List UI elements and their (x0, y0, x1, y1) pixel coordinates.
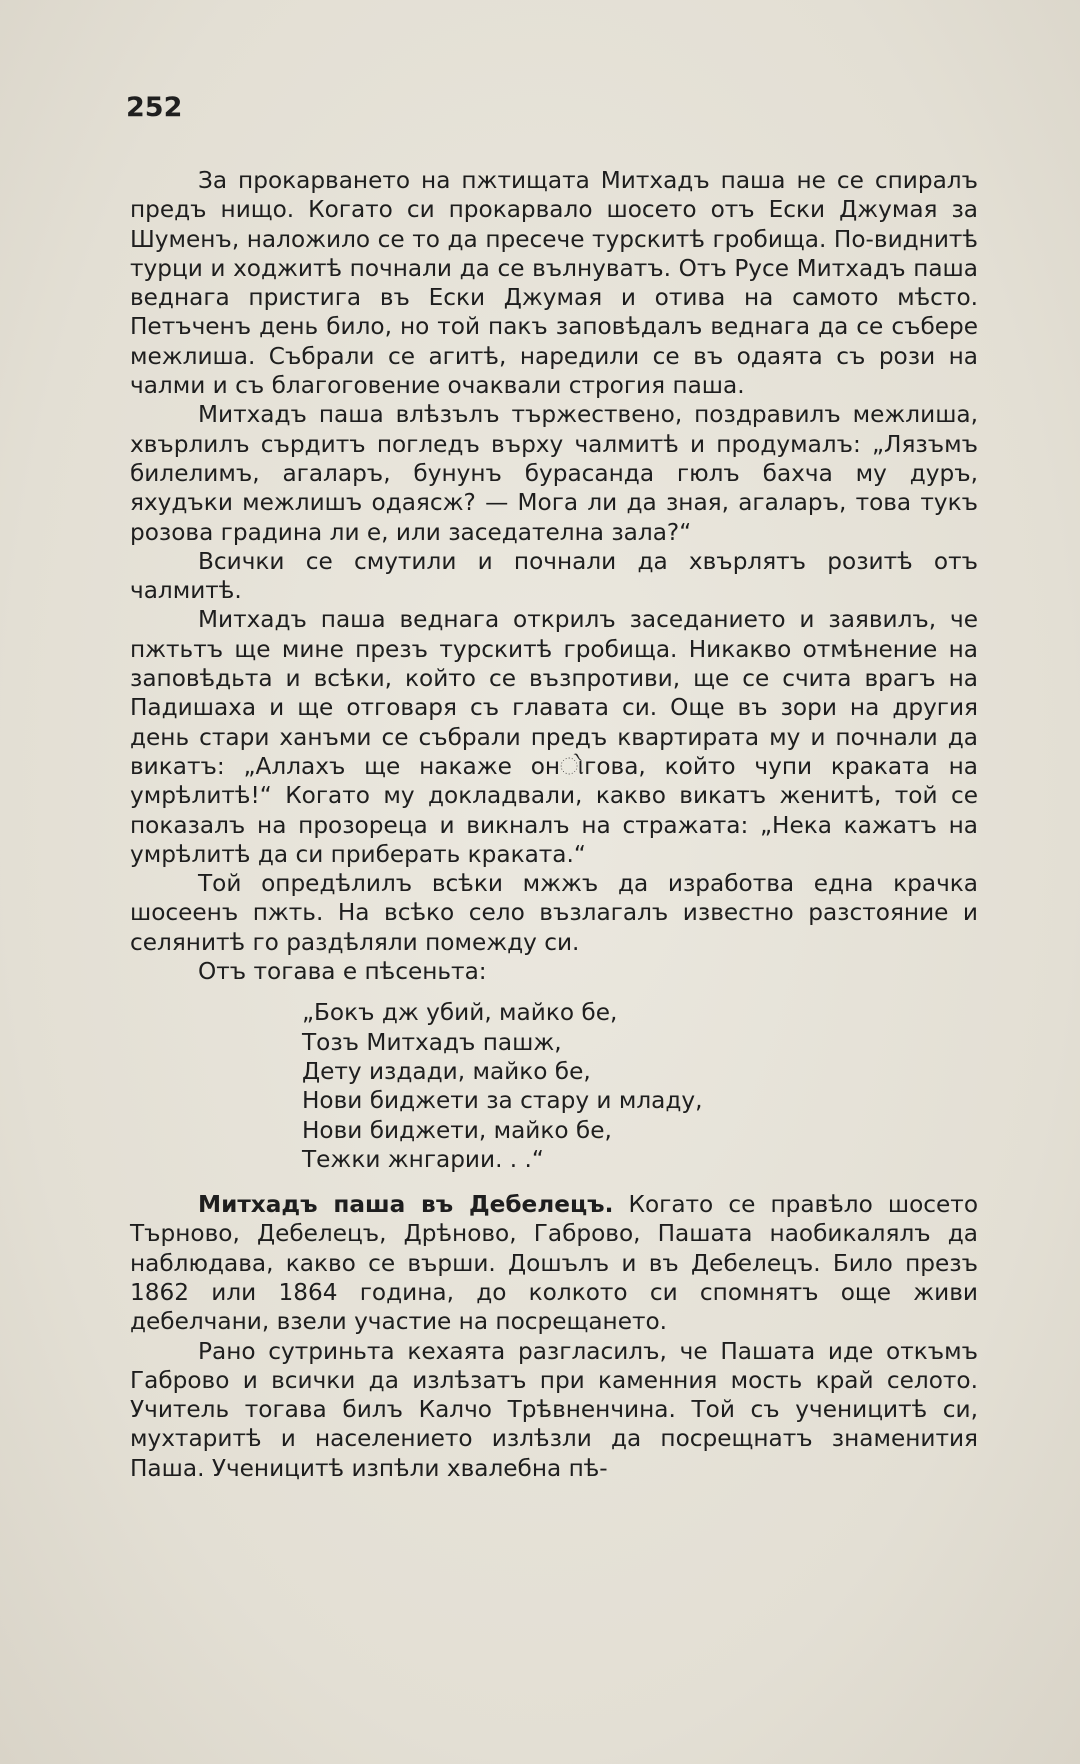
body-text (130, 166, 978, 1483)
section-text: Когато се правѣло шосето Търново, Дебелецъ, Дрѣново, Габрово, Пашата наобикалялъ да наблюдава, какво се върши. Дошълъ и въ Дебелецъ. Било презъ 1862 или 1864 година, до колкото си спомнятъ още живи дебелчани, взели участие на посрещането. (130, 1191, 979, 1336)
paragraph: Рано сутриньта кехаята разгласилъ, че Пашата иде откъмъ Габрово и всички да излѣзатъ при каменния мость край селото. Учитель тогава билъ Калчо Трѣвненчина. Той съ ученицитѣ си, мухтаритѣ и населението излѣзли да посрещнатъ знаменития Паша. Ученицитѣ изпѣли хвалебна пѣ- (130, 1337, 978, 1482)
paragraph: Митхадъ паша веднага открилъ заседанието и заявилъ, че пжтьтъ ще мине презъ турскитѣ гробища. Никакво отмѣнение на заповѣдьта и всѣки, който се възпротиви, ще се счита врагъ на Падишаха и ще отговаря съ главата си. Още въ зори на другия день стари ханъми се събрали предъ квартирата му и почнали да викатъ: „Аллахъ ще накаже онોгова, който чупи краката на умрѣлитѣ!“ Когато му докладвали, какво викатъ женитѣ, той се показалъ на прозореца и викналъ на стражата: „Нека кажатъ на умрѣлитѣ да си приберать краката.“ (130, 606, 978, 868)
verse-line: Нови биджети, майко бе, (302, 1116, 612, 1144)
verse-line: Нови биджети за стару и младу, (302, 1087, 703, 1115)
verse-line: Тежки жнгарии. . .“ (302, 1145, 544, 1173)
section-title: Митхадъ паша въ Дебелецъ. (198, 1191, 614, 1219)
paragraph: Митхадъ паша влѣзълъ тържествено, поздравилъ межлиша, хвърлилъ сърдитъ погледъ върху чалмитѣ и продумалъ: „Лязъмъ билелимъ, агаларъ, бунунъ бурасанда гюлъ бахча му дуръ, яхудъки межлишъ одаясж? — Мога ли да зная, агаларъ, това тукъ розова градина ли е, или заседателна зала?“ (130, 401, 978, 546)
paragraph: За прокарването на пжтищата Митхадъ паша не се спиралъ предъ нищо. Когато си прокарвало шосето отъ Ески Джумая за Шуменъ, наложило се то да пресече турскитѣ гробища. По-виднитѣ турци и ходжитѣ почнали да се вълнуватъ. Отъ Русе Митхадъ паша веднага пристига въ Ески Джумая и отива на самото мѣсто. Петъченъ день било, но той пакъ заповѣдалъ веднага да се събере межлиша. Събрали се агитѣ, наредили се въ одаята съ рози на чалми и съ благоговение очаквали строгия паша. (130, 167, 978, 400)
verse-line: Тозъ Митхадъ пашж, (302, 1028, 562, 1056)
verse-line: „Бокъ дж убий, майко бе, (302, 999, 618, 1027)
page-number: 252 (126, 92, 183, 123)
paragraph: Всички се смутили и почнали да хвърлятъ розитѣ отъ чалмитѣ. (130, 547, 978, 605)
paragraph: Той опредѣлилъ всѣки мжжъ да изработва една крачка шосеенъ пжть. На всѣко село възлагалъ известно разстояние и селянитѣ го раздѣляли помежду си. (130, 870, 978, 956)
paragraph: Отъ тогава е пѣсеньта: (198, 958, 487, 986)
section-paragraph (130, 1190, 978, 1336)
song-verse (302, 998, 978, 1174)
verse-line: Дету издади, майко бе, (302, 1057, 591, 1085)
